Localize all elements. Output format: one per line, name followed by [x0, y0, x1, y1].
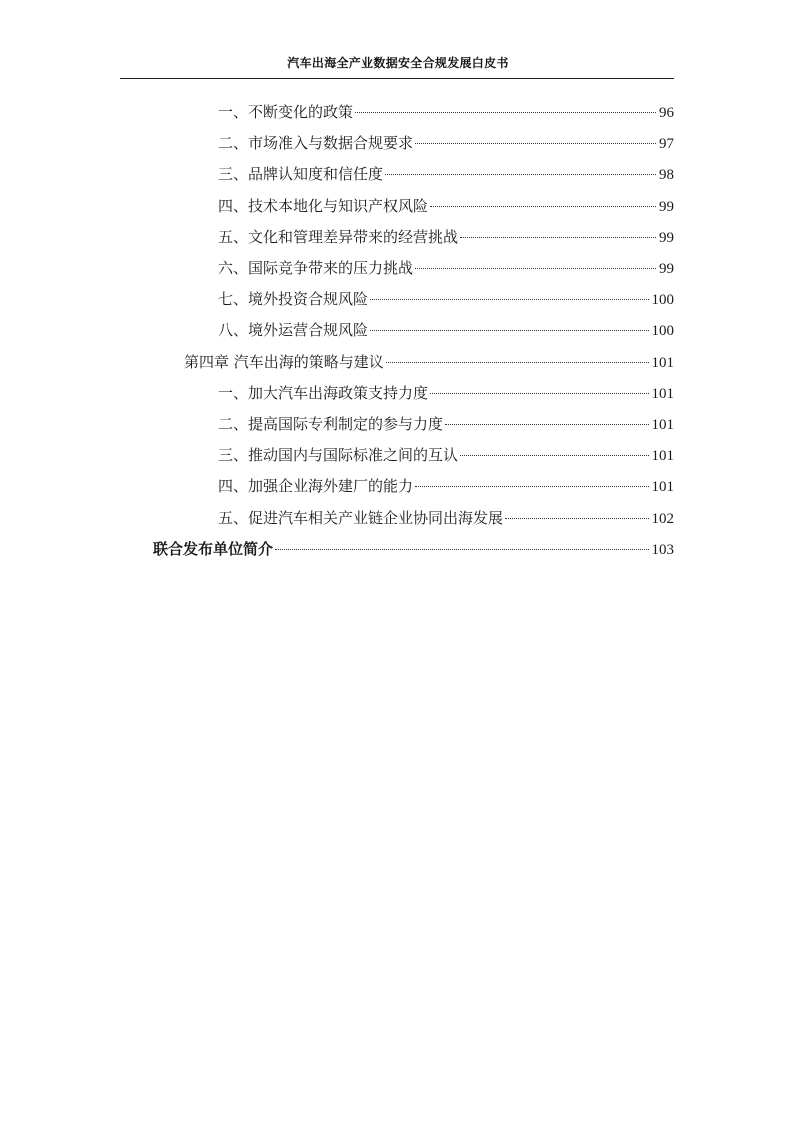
toc-entry[interactable]: [218, 225, 674, 249]
toc-entry[interactable]: [218, 381, 674, 405]
toc-entry-title: 五、文化和管理差异带来的经营挑战: [218, 227, 459, 246]
toc-entry-page-number: 99: [659, 261, 674, 277]
toc-entry-page-number: 99: [659, 198, 674, 215]
toc-entry-title: 二、提高国际专利制定的参与力度: [218, 415, 444, 433]
dot-leader: [505, 518, 648, 519]
toc-entry[interactable]: [218, 318, 674, 342]
dot-leader: [355, 112, 656, 113]
toc-entry[interactable]: [218, 506, 674, 530]
dot-leader: [370, 330, 648, 331]
toc-entry[interactable]: [218, 412, 674, 436]
toc-entry-page-number: 97: [659, 136, 674, 153]
toc-entry[interactable]: [218, 100, 674, 124]
toc-entry[interactable]: [218, 256, 674, 280]
toc-entry-page-number: 100: [651, 323, 674, 340]
toc-entry-page-number: 98: [659, 167, 674, 184]
toc-entry-title: 五、促进汽车相关产业链企业协同出海发展: [218, 508, 504, 527]
toc-entry-page-number: 103: [651, 541, 674, 558]
header-divider: [120, 78, 674, 79]
toc-entry-title: 四、技术本地化与知识产权风险: [218, 196, 429, 215]
dot-leader: [415, 143, 656, 144]
running-header: 汽车出海全产业数据安全合规发展白皮书: [287, 56, 509, 70]
toc-entry-page-number: 102: [651, 510, 674, 527]
toc-entry-title: 一、不断变化的政策: [218, 103, 354, 121]
dot-leader: [460, 455, 648, 456]
toc-entry-page-number: 101: [651, 479, 674, 496]
dot-leader: [430, 393, 648, 394]
toc-entry-title: 三、推动国内与国际标准之间的互认: [218, 446, 459, 465]
toc-entry-title: 六、国际竞争带来的压力挑战: [218, 259, 414, 277]
dot-leader: [385, 174, 656, 175]
dot-leader: [415, 268, 656, 269]
toc-entry-page-number: 96: [659, 105, 674, 121]
toc-entry[interactable]: [218, 131, 674, 155]
toc-entry-title: 一、加大汽车出海政策支持力度: [218, 383, 429, 402]
dot-leader: [430, 206, 656, 207]
toc-entry[interactable]: [218, 194, 674, 218]
toc-entry-page-number: 101: [651, 448, 674, 465]
dot-leader: [386, 362, 649, 363]
toc-entry-page-number: 101: [651, 354, 674, 371]
toc-entry-page-number: 99: [659, 229, 674, 246]
toc-entry-title: 三、品牌认知度和信任度: [218, 165, 384, 184]
toc-entry[interactable]: [218, 474, 674, 498]
dot-leader: [460, 237, 656, 238]
toc-entry[interactable]: [218, 443, 674, 467]
dot-leader: [445, 424, 648, 425]
toc-entry[interactable]: [218, 162, 674, 186]
toc-entry-page-number: 100: [651, 292, 674, 309]
toc-entry-page-number: 101: [651, 417, 674, 433]
dot-leader: [275, 549, 648, 550]
toc-entry-title: 联合发布单位简介: [153, 539, 274, 558]
toc-entry[interactable]: [184, 350, 674, 374]
toc-entry-title: 七、境外投资合规风险: [218, 290, 369, 309]
toc-entry-title: 第四章 汽车出海的策略与建议: [184, 352, 384, 371]
toc-entry-title: 四、加强企业海外建厂的能力: [218, 477, 414, 496]
toc-entry[interactable]: [153, 537, 674, 561]
toc-entry-title: 八、境外运营合规风险: [218, 321, 369, 340]
toc-entry-title: 二、市场准入与数据合规要求: [218, 134, 414, 153]
dot-leader: [415, 486, 648, 487]
toc-entry-page-number: 101: [651, 385, 674, 402]
toc-entry[interactable]: [218, 287, 674, 311]
dot-leader: [370, 299, 648, 300]
